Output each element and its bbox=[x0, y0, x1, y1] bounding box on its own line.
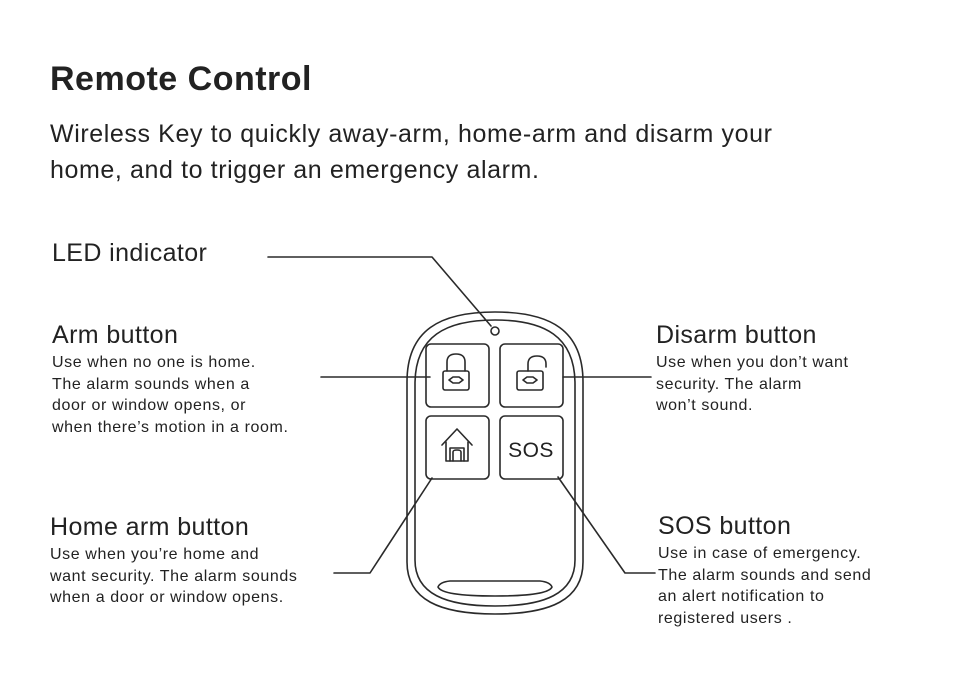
led-indicator-label: LED indicator bbox=[52, 239, 208, 267]
description-line: when a door or window opens. bbox=[50, 589, 284, 606]
arm-button-title: Arm button bbox=[52, 321, 179, 349]
disarm-button-shape bbox=[500, 344, 563, 407]
description-line: won’t sound. bbox=[656, 397, 754, 414]
description-line: The alarm sounds when a bbox=[52, 375, 250, 393]
arm-button-description bbox=[52, 352, 288, 438]
description-line: Use when you’re home and bbox=[50, 546, 260, 563]
keyring-slot bbox=[438, 581, 552, 596]
subtitle-line: home, and to trigger an emergency alarm. bbox=[50, 156, 540, 184]
remote-outer-shell bbox=[407, 312, 583, 614]
disarm-button-callout bbox=[656, 321, 849, 417]
description-line: want security. The alarm sounds bbox=[50, 567, 298, 585]
sos-label: SOS bbox=[508, 439, 554, 462]
description-line: security. The alarm bbox=[656, 375, 802, 393]
disarm-button-title: Disarm button bbox=[656, 321, 817, 349]
home-icon bbox=[442, 429, 472, 461]
description-line: Use in case of emergency. bbox=[658, 545, 862, 562]
lock-closed-icon bbox=[443, 354, 469, 390]
lock-open-icon bbox=[517, 356, 546, 390]
arm-button-callout bbox=[52, 321, 288, 438]
sos-button-callout bbox=[658, 512, 871, 629]
subtitle-line: Wireless Key to quickly away-arm, home-arm and disarm your bbox=[50, 120, 773, 148]
description-line: door or window opens, or bbox=[52, 397, 247, 414]
disarm-button-description bbox=[656, 352, 849, 417]
sos-leader-line bbox=[558, 477, 655, 573]
page-title: Remote Control bbox=[50, 60, 312, 98]
home-arm-leader-line bbox=[334, 478, 432, 573]
home-arm-button-title: Home arm button bbox=[50, 513, 250, 541]
description-line: an alert notification to bbox=[658, 588, 825, 605]
led-indicator bbox=[491, 327, 499, 335]
home-arm-button-callout bbox=[50, 513, 297, 609]
description-line: when there’s motion in a room. bbox=[52, 418, 289, 436]
description-line: Use when you don’t want bbox=[656, 354, 849, 371]
sos-button-description bbox=[658, 543, 871, 629]
sos-button-title: SOS button bbox=[658, 512, 792, 540]
remote-inner-shell bbox=[415, 320, 575, 606]
description-line: Use when no one is home. bbox=[52, 354, 256, 371]
description-line: The alarm sounds and send bbox=[658, 566, 872, 584]
description-line: registered users . bbox=[658, 609, 793, 627]
home-arm-button-description bbox=[50, 544, 297, 609]
